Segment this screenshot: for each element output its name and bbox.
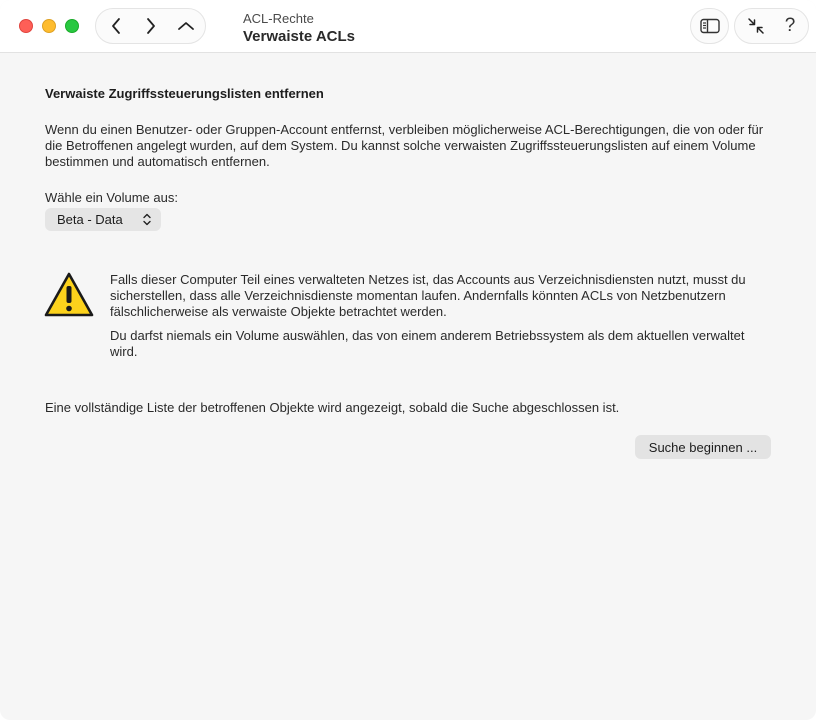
warning-triangle-icon xyxy=(44,272,94,318)
maximize-window-button[interactable] xyxy=(65,19,79,33)
results-info-text: Eine vollständige Liste der betroffenen Objekte wird angezeigt, sobald die Suche abgeschlossen ist. xyxy=(45,400,620,415)
close-window-button[interactable] xyxy=(19,19,33,33)
help-button[interactable]: ? xyxy=(784,15,796,36)
minimize-window-button[interactable] xyxy=(42,19,56,33)
toolbar-right-group xyxy=(734,8,809,44)
section-heading: Verwaiste Zugriffssteuerungslisten entfernen xyxy=(45,86,324,101)
window-subtitle: ACL-Rechte xyxy=(243,11,314,26)
chevron-up-down-icon xyxy=(142,212,152,227)
volume-selected-value: Beta - Data xyxy=(57,212,123,227)
sidebar-icon xyxy=(700,18,720,34)
chevron-up-icon xyxy=(177,20,195,32)
volume-popup-button[interactable] xyxy=(45,208,161,231)
back-button[interactable] xyxy=(98,9,134,43)
title-bar xyxy=(0,0,816,53)
chevron-right-icon xyxy=(145,17,157,35)
navigation-group xyxy=(95,8,206,44)
window-title: Verwaiste ACLs xyxy=(243,28,355,45)
sidebar-toggle-button[interactable] xyxy=(690,8,729,44)
warning-text-volume: Du darfst niemals ein Volume auswählen, das von einem anderem Betriebssystem als dem aktuellen verwaltet wird. xyxy=(110,328,745,359)
forward-button[interactable] xyxy=(133,9,169,43)
start-search-button[interactable]: Suche beginnen ... xyxy=(635,435,771,459)
warning-text-directory: Falls dieser Computer Teil eines verwalteten Netzes ist, das Accounts aus Verzeichnisdiensten nutzt, musst du sicherstellen, dass alle Verzeichnisdienste momentan laufen. Andernfalls könnten ACLs von Netzbenutzern fälschlicherweise als verwaiste Objekte betrachtet werden. xyxy=(110,272,746,319)
chevron-left-icon xyxy=(110,17,122,35)
volume-label: Wähle ein Volume aus: xyxy=(45,190,178,205)
collapse-button[interactable] xyxy=(739,9,773,43)
up-button[interactable] xyxy=(168,9,204,43)
arrows-collapse-icon xyxy=(747,17,765,35)
intro-text: Wenn du einen Benutzer- oder Gruppen-Account entfernst, verbleiben möglicherweise ACL-Berechtigungen, die von oder für die Betroffenen angelegt wurden, auf dem System. Du kannst solche verwaisten Zugriffssteuerungslisten auf einem Volume bestimmen und automatisch entfernen. xyxy=(45,122,764,169)
